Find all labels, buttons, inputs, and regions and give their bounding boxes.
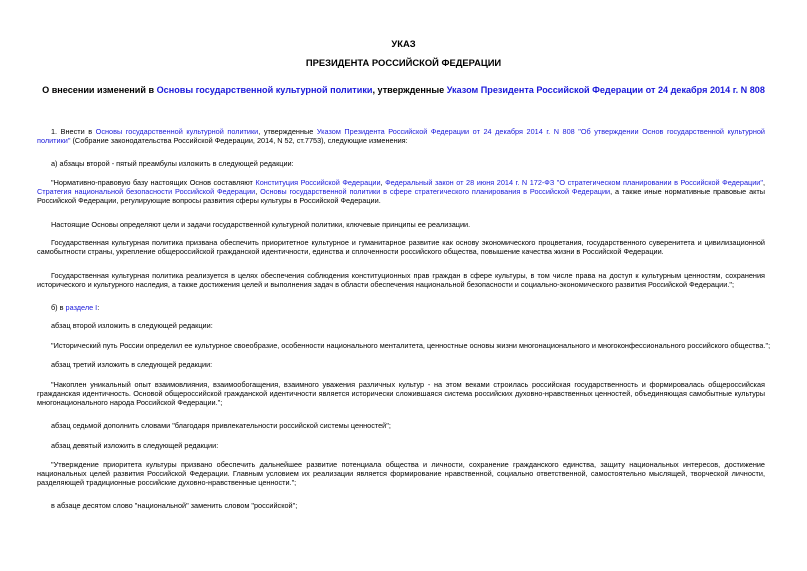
paragraph-12: абзац седьмой дополнить словами "благодаря привлекательности российской системы ценностей";	[51, 421, 391, 430]
paragraph-5: Государственная культурная политика призвана обеспечить приоритетное культурное и гуманитарное развитие как основу экономического процветания, государственного суверенитета и цивилизационной самобытности страны, укрепление общероссийской гражданской идентичности, единства и сплоченности российского общества, повышение качества жизни в Российской Федерации.	[37, 238, 765, 257]
text: ,	[380, 178, 386, 187]
paragraph-6: Государственная культурная политика реализуется в целях обеспечения соблюдения конституционных прав граждан в сфере культуры, в том числе права на доступ к культурным ценностям, сохранения исторического и культурного наследия, а также достижения целей и выполнения задач в области обеспечения национальной безопасности и социально-экономического развития Российской Федерации.";	[37, 271, 765, 290]
link-constitution[interactable]: Конституция Российской Федерации	[255, 178, 381, 187]
paragraph-15: в абзаце десятом слово "национальной" заменить словом "российской";	[51, 501, 298, 510]
text: "Нормативно-правовую базу настоящих Основ составляют	[51, 178, 256, 187]
title-link-cultural-policy[interactable]: Основы государственной культурной политики	[156, 85, 373, 95]
paragraph-13: абзац девятый изложить в следующей редакции:	[51, 441, 219, 450]
text: , утвержденные	[258, 127, 317, 136]
link-cultural-policy[interactable]: Основы государственной культурной политики	[95, 127, 259, 136]
paragraph-8: абзац второй изложить в следующей редакции:	[51, 321, 213, 330]
title-text: О внесении изменений в	[42, 85, 157, 95]
paragraph-3	[37, 178, 765, 206]
text: ,	[255, 187, 261, 197]
document-title	[0, 85, 807, 95]
text: б) в	[51, 303, 66, 312]
paragraph-7	[37, 303, 765, 312]
decree-heading: УКАЗ	[391, 38, 416, 49]
paragraph-11: "Накоплен уникальный опыт взаимовлияния, взаимообогащения, взаимного уважения различных культур - на этом веками строилась российская государственность и формировалась общероссийская гражданская идентичность. Основой общероссийской гражданской идентичности является исторически сложившаяся система российских духовно-нравственных ценностей, объединяющая самобытные культуры многонационального народа Российской Федерации.";	[37, 380, 765, 408]
text: 1. Внести в	[51, 127, 96, 136]
link-strategic-planning-basics[interactable]: Основы государственной политики в сфере стратегического планирования в Российской Федерации	[260, 187, 611, 197]
paragraph-2: а) абзацы второй - пятый преамбулы изложить в следующей редакции:	[51, 159, 294, 168]
link-section-1[interactable]: разделе I	[65, 303, 98, 312]
title-text: , утвержденные	[372, 85, 447, 95]
paragraph-10: абзац третий изложить в следующей редакции:	[51, 360, 213, 369]
paragraph-9: "Исторический путь России определил ее культурное своеобразие, особенности национального менталитета, ценностные основы жизни многонационального и многоконфессионального российского общества.";	[51, 341, 771, 350]
link-security-strategy[interactable]: Стратегия национальной безопасности Российской Федерации	[37, 187, 256, 197]
title-link-decree-808[interactable]: Указом Президента Российской Федерации от 24 декабря 2014 г. N 808	[446, 85, 765, 95]
paragraph-14: "Утверждение приоритета культуры призвано обеспечить дальнейшее развитие потенциала общества и личности, сохранение гражданского единства, защиту национальных интересов, достижение национальных целей развития Российской Федерации. Главным условием их реализации является формирование нравственной, социально ответственной, самостоятельно мыслящей, творческой личности, разделяющей традиционные российские духовно-нравственные ценности.";	[37, 460, 765, 488]
text: (Собрание законодательства Российской Федерации, 2014, N 52, ст.7753), следующие изменения:	[70, 136, 408, 146]
text: ,	[762, 178, 765, 187]
text: :	[97, 303, 100, 312]
link-decree-808[interactable]: Указом Президента Российской Федерации от 24 декабря 2014 г. N 808 "Об утверждении Основ государственной культурной политики"	[37, 127, 765, 146]
paragraph-1	[37, 127, 765, 145]
paragraph-4: Настоящие Основы определяют цели и задачи государственной культурной политики, ключевые принципы ее реализации.	[51, 220, 471, 229]
link-federal-law-172[interactable]: Федеральный закон от 28 июня 2014 г. N 172-ФЗ "О стратегическом планировании в Российской Федерации"	[385, 178, 763, 187]
president-heading: ПРЕЗИДЕНТА РОССИЙСКОЙ ФЕДЕРАЦИИ	[305, 57, 502, 68]
text: , а также иные нормативные правовые акты Российской Федерации, регулирующие вопросы развития сферы культуры в Российской Федерации.	[37, 187, 765, 206]
